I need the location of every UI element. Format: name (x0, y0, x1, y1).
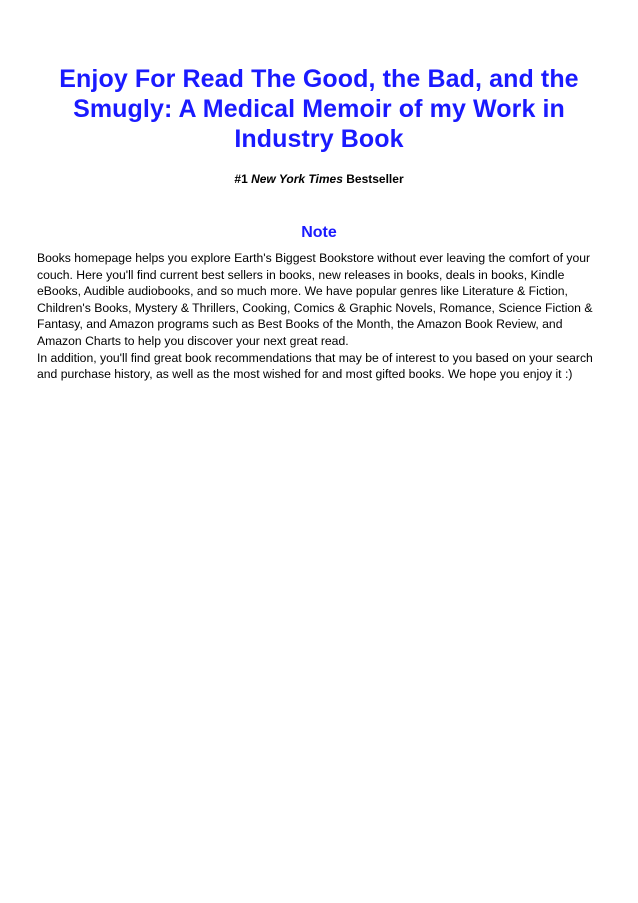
note-paragraph: Books homepage helps you explore Earth's Biggest Bookstore without ever leaving the comfort of your couch. Here you'll find current best sellers in books, new releases in books, deals in books, Kindle eBooks, Audible audiobooks, and so much more. We have popular genres like Literature & Fiction, Children's Books, Mystery & Thrillers, Cooking, Comics & Graphic Novels, Romance, Science Fiction & Fantasy, and Amazon programs such as Best Books of the Month, the Amazon Book Review, and Amazon Charts to help you discover your next great read. (37, 251, 593, 348)
note-heading: Note (301, 224, 337, 241)
note-body (37, 250, 607, 383)
subtitle-prefix: #1 (234, 172, 252, 186)
note-paragraph: In addition, you'll find great book recommendations that may be of interest to you based on your search and purchase history, as well as the most wished for and most gifted books. We hope you enjoy it :) (37, 350, 593, 382)
subtitle-emphasis: New York Times (251, 172, 343, 186)
bestseller-subtitle (40, 172, 598, 187)
subtitle-suffix: Bestseller (342, 172, 404, 186)
document-title: Enjoy For Read The Good, the Bad, and the Smugly: A Medical Memoir of my Work in Industry Book (59, 65, 579, 153)
